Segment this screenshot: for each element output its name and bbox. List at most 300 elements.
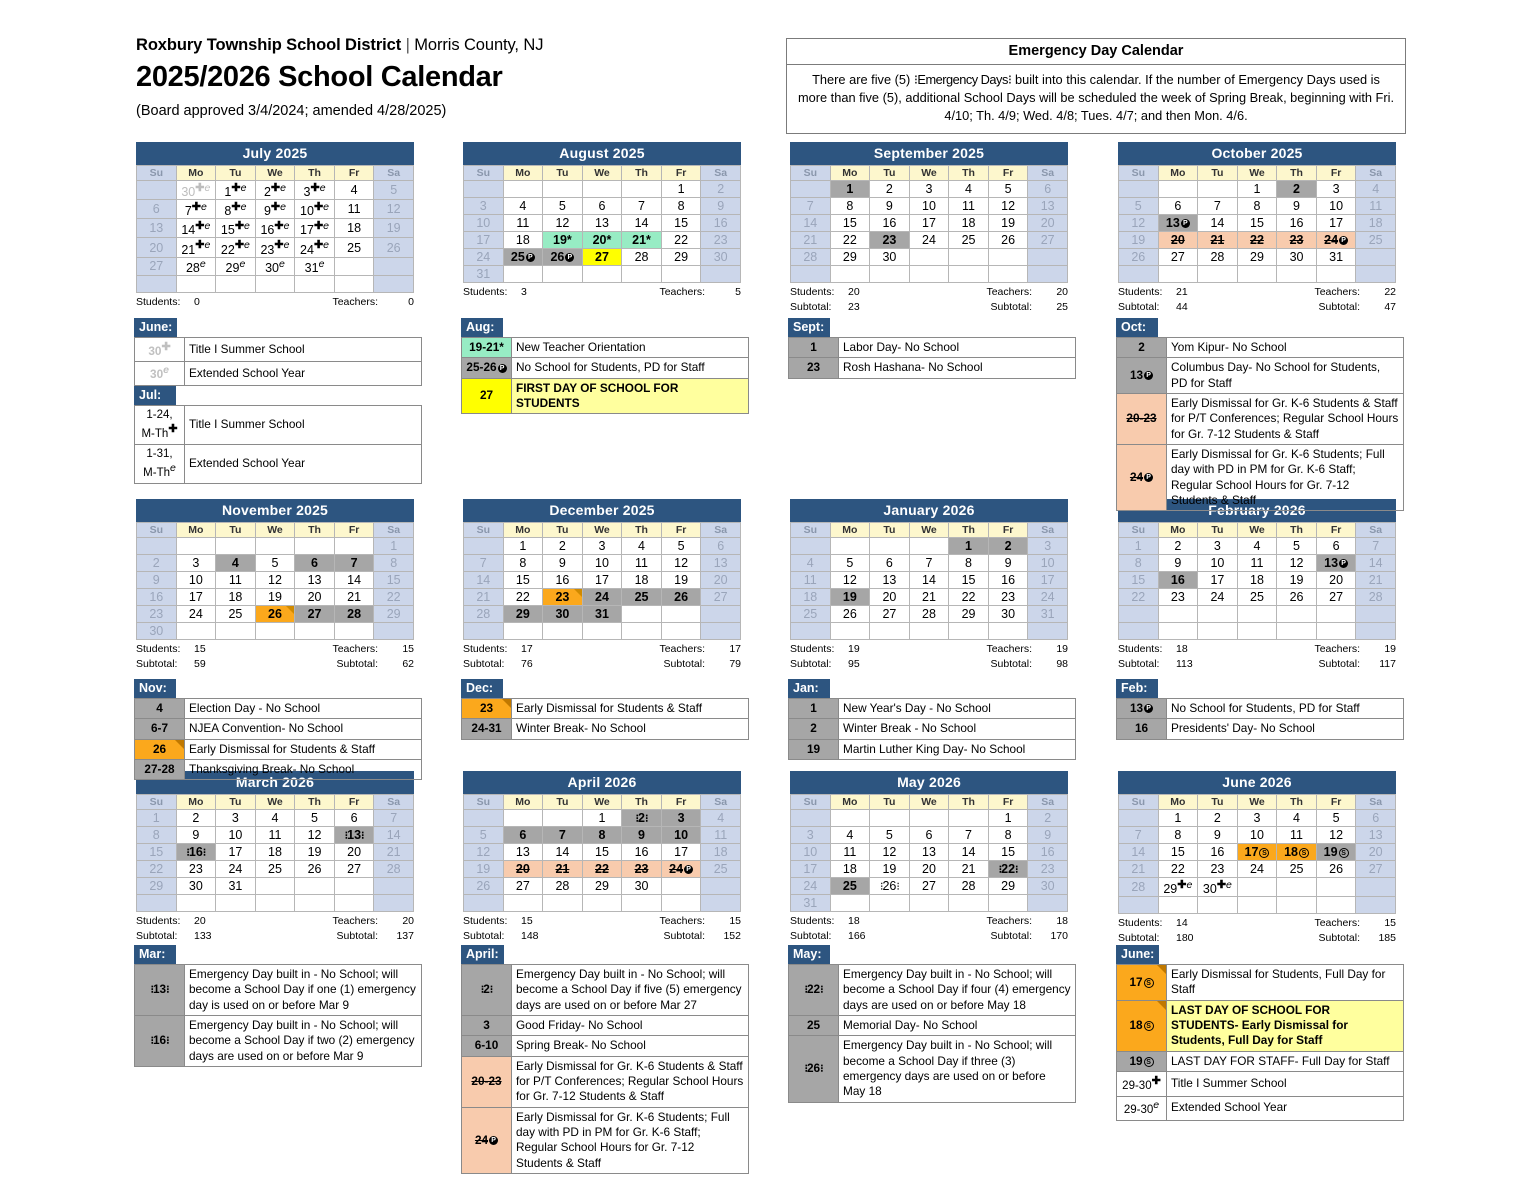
day-cell[interactable]: 18	[701, 844, 741, 861]
day-cell[interactable]	[909, 266, 949, 283]
day-cell[interactable]: 22	[1119, 589, 1159, 606]
day-cell[interactable]: 24	[1237, 861, 1277, 878]
day-cell[interactable]	[701, 623, 741, 640]
day-cell[interactable]: 2	[176, 810, 216, 827]
day-cell[interactable]	[255, 878, 295, 895]
day-cell[interactable]: 25	[1356, 232, 1396, 249]
day-cell[interactable]	[543, 181, 583, 198]
day-cell[interactable]	[503, 895, 543, 912]
day-cell[interactable]: 9	[176, 827, 216, 844]
day-cell[interactable]: 23	[543, 589, 583, 606]
day-cell[interactable]: 2	[701, 181, 741, 198]
day-cell[interactable]	[464, 895, 504, 912]
day-cell[interactable]	[909, 249, 949, 266]
day-cell[interactable]	[334, 878, 374, 895]
day-cell[interactable]	[661, 623, 701, 640]
day-cell[interactable]: 16	[1198, 844, 1238, 861]
day-cell[interactable]: 25	[791, 606, 831, 623]
day-cell[interactable]	[1237, 878, 1277, 897]
day-cell[interactable]: 13 P	[1158, 215, 1198, 232]
day-cell[interactable]: 22	[582, 861, 622, 878]
day-cell[interactable]: 18	[255, 844, 295, 861]
day-cell[interactable]: 4	[949, 181, 989, 198]
day-cell[interactable]: 16	[137, 589, 177, 606]
day-cell[interactable]: 14	[1119, 844, 1159, 861]
day-cell[interactable]: 22	[830, 232, 870, 249]
day-cell[interactable]: 27	[870, 606, 910, 623]
day-cell[interactable]: 31	[582, 606, 622, 623]
day-cell[interactable]: 11	[216, 572, 256, 589]
day-cell[interactable]: 10	[216, 827, 256, 844]
day-cell[interactable]: 12	[830, 572, 870, 589]
day-cell[interactable]: 23	[622, 861, 662, 878]
day-cell[interactable]: 31e	[295, 257, 335, 275]
day-cell[interactable]: 28	[949, 878, 989, 895]
day-cell[interactable]: 28	[543, 878, 583, 895]
day-cell[interactable]: 27	[503, 878, 543, 895]
day-cell[interactable]: 16	[701, 215, 741, 232]
day-cell[interactable]	[1316, 606, 1356, 623]
day-cell[interactable]: 15	[374, 572, 414, 589]
day-cell[interactable]: 8	[988, 827, 1028, 844]
day-cell[interactable]	[255, 538, 295, 555]
day-cell[interactable]: 22✚$^e$	[216, 238, 256, 257]
day-cell[interactable]: 3	[791, 827, 831, 844]
day-cell[interactable]: 28	[622, 249, 662, 266]
day-cell[interactable]	[137, 538, 177, 555]
day-cell[interactable]: 7	[622, 198, 662, 215]
day-cell[interactable]	[1119, 181, 1159, 198]
day-cell[interactable]	[791, 538, 831, 555]
day-cell[interactable]	[701, 606, 741, 623]
day-cell[interactable]: 18	[622, 572, 662, 589]
day-cell[interactable]	[543, 895, 583, 912]
day-cell[interactable]: 18	[503, 232, 543, 249]
day-cell[interactable]: 13	[137, 219, 177, 238]
day-cell[interactable]: 8	[1119, 555, 1159, 572]
day-cell[interactable]	[582, 895, 622, 912]
day-cell[interactable]	[1028, 623, 1068, 640]
day-cell[interactable]: 21	[1119, 861, 1159, 878]
day-cell[interactable]: 17	[1028, 572, 1068, 589]
day-cell[interactable]: 15	[1119, 572, 1159, 589]
day-cell[interactable]: 14	[622, 215, 662, 232]
day-cell[interactable]: 13	[582, 215, 622, 232]
day-cell[interactable]: 17 S	[1237, 844, 1277, 861]
day-cell[interactable]: 3✚$^e$	[295, 181, 335, 200]
day-cell[interactable]: 8	[661, 198, 701, 215]
day-cell[interactable]	[949, 623, 989, 640]
day-cell[interactable]: 4	[334, 181, 374, 200]
day-cell[interactable]: 8	[949, 555, 989, 572]
day-cell[interactable]: 15	[503, 572, 543, 589]
day-cell[interactable]: 29	[830, 249, 870, 266]
day-cell[interactable]: 9	[870, 198, 910, 215]
day-cell[interactable]: 20	[909, 861, 949, 878]
day-cell[interactable]	[1356, 606, 1396, 623]
day-cell[interactable]: 19	[830, 589, 870, 606]
day-cell[interactable]: ⁝16⁝	[176, 844, 216, 861]
day-cell[interactable]: 26	[374, 238, 414, 257]
day-cell[interactable]	[830, 810, 870, 827]
day-cell[interactable]: 30	[1277, 249, 1317, 266]
day-cell[interactable]: 15	[1158, 844, 1198, 861]
day-cell[interactable]: 19	[1119, 232, 1159, 249]
day-cell[interactable]: 28	[464, 606, 504, 623]
day-cell[interactable]: 1	[949, 538, 989, 555]
day-cell[interactable]	[1277, 606, 1317, 623]
day-cell[interactable]	[1277, 897, 1317, 914]
day-cell[interactable]: 4	[1237, 538, 1277, 555]
day-cell[interactable]	[543, 266, 583, 283]
day-cell[interactable]	[622, 623, 662, 640]
day-cell[interactable]	[1028, 895, 1068, 912]
day-cell[interactable]: 20	[870, 589, 910, 606]
day-cell[interactable]: 29	[661, 249, 701, 266]
day-cell[interactable]: 27	[582, 249, 622, 266]
day-cell[interactable]: 19	[374, 219, 414, 238]
day-cell[interactable]	[503, 266, 543, 283]
day-cell[interactable]	[464, 623, 504, 640]
day-cell[interactable]: 21	[464, 589, 504, 606]
day-cell[interactable]	[1158, 266, 1198, 283]
day-cell[interactable]: 8	[503, 555, 543, 572]
day-cell[interactable]: 9	[543, 555, 583, 572]
day-cell[interactable]: 17	[176, 589, 216, 606]
day-cell[interactable]: 3	[661, 810, 701, 827]
day-cell[interactable]: 3	[464, 198, 504, 215]
day-cell[interactable]: 25	[622, 589, 662, 606]
day-cell[interactable]: 29	[503, 606, 543, 623]
day-cell[interactable]: 21	[374, 844, 414, 861]
day-cell[interactable]: 5	[661, 538, 701, 555]
day-cell[interactable]	[543, 810, 583, 827]
day-cell[interactable]	[176, 623, 216, 640]
day-cell[interactable]: 5	[464, 827, 504, 844]
day-cell[interactable]: 17	[909, 215, 949, 232]
day-cell[interactable]: 7	[791, 198, 831, 215]
day-cell[interactable]: 11	[949, 198, 989, 215]
day-cell[interactable]: 7	[1198, 198, 1238, 215]
day-cell[interactable]: 22	[949, 589, 989, 606]
day-cell[interactable]: 3	[1237, 810, 1277, 827]
day-cell[interactable]: 19	[255, 589, 295, 606]
day-cell[interactable]: 22	[661, 232, 701, 249]
day-cell[interactable]: 13	[503, 844, 543, 861]
day-cell[interactable]: 6	[870, 555, 910, 572]
day-cell[interactable]	[1158, 181, 1198, 198]
day-cell[interactable]: 10✚$^e$	[295, 200, 335, 219]
day-cell[interactable]: 18	[791, 589, 831, 606]
day-cell[interactable]: 26	[295, 861, 335, 878]
day-cell[interactable]: 28	[909, 606, 949, 623]
day-cell[interactable]: 25	[701, 861, 741, 878]
day-cell[interactable]	[1356, 266, 1396, 283]
day-cell[interactable]: 1	[830, 181, 870, 198]
day-cell[interactable]	[870, 266, 910, 283]
day-cell[interactable]: 10	[464, 215, 504, 232]
day-cell[interactable]: 6	[137, 200, 177, 219]
day-cell[interactable]: 23	[701, 232, 741, 249]
day-cell[interactable]	[1198, 606, 1238, 623]
day-cell[interactable]: 25	[1277, 861, 1317, 878]
day-cell[interactable]: 23	[870, 232, 910, 249]
day-cell[interactable]: 29e	[216, 257, 256, 275]
day-cell[interactable]	[909, 538, 949, 555]
day-cell[interactable]: 21	[1356, 572, 1396, 589]
day-cell[interactable]: 20	[1356, 844, 1396, 861]
day-cell[interactable]: 21✚$^e$	[176, 238, 216, 257]
day-cell[interactable]	[1316, 623, 1356, 640]
day-cell[interactable]	[1356, 878, 1396, 897]
day-cell[interactable]	[1237, 606, 1277, 623]
day-cell[interactable]	[1198, 266, 1238, 283]
day-cell[interactable]: 24	[582, 589, 622, 606]
day-cell[interactable]: 6	[1356, 810, 1396, 827]
day-cell[interactable]: 21	[949, 861, 989, 878]
day-cell[interactable]: 8	[137, 827, 177, 844]
day-cell[interactable]	[255, 275, 295, 292]
day-cell[interactable]: 24	[909, 232, 949, 249]
day-cell[interactable]	[503, 181, 543, 198]
day-cell[interactable]	[1198, 181, 1238, 198]
day-cell[interactable]	[334, 257, 374, 275]
day-cell[interactable]: 10	[909, 198, 949, 215]
day-cell[interactable]	[622, 895, 662, 912]
day-cell[interactable]: 28	[1356, 589, 1396, 606]
day-cell[interactable]	[374, 623, 414, 640]
day-cell[interactable]: 30✚$^e$	[176, 181, 216, 200]
day-cell[interactable]: 6	[701, 538, 741, 555]
day-cell[interactable]	[176, 895, 216, 912]
day-cell[interactable]	[870, 538, 910, 555]
day-cell[interactable]	[1158, 623, 1198, 640]
day-cell[interactable]: 24	[216, 861, 256, 878]
day-cell[interactable]	[791, 623, 831, 640]
day-cell[interactable]: 30	[1028, 878, 1068, 895]
day-cell[interactable]: 15	[949, 572, 989, 589]
day-cell[interactable]: 7	[1119, 827, 1159, 844]
day-cell[interactable]	[1356, 623, 1396, 640]
day-cell[interactable]: 21*	[622, 232, 662, 249]
day-cell[interactable]: 27	[909, 878, 949, 895]
day-cell[interactable]	[1198, 623, 1238, 640]
day-cell[interactable]	[216, 538, 256, 555]
day-cell[interactable]: 20	[1028, 215, 1068, 232]
day-cell[interactable]: 30	[176, 878, 216, 895]
day-cell[interactable]: 6	[582, 198, 622, 215]
day-cell[interactable]	[582, 181, 622, 198]
day-cell[interactable]: 14	[1356, 555, 1396, 572]
day-cell[interactable]: 28	[791, 249, 831, 266]
day-cell[interactable]: 22	[1237, 232, 1277, 249]
day-cell[interactable]: 10	[791, 844, 831, 861]
day-cell[interactable]: 21	[1198, 232, 1238, 249]
day-cell[interactable]: 4	[622, 538, 662, 555]
day-cell[interactable]	[661, 606, 701, 623]
day-cell[interactable]	[137, 895, 177, 912]
day-cell[interactable]	[1119, 266, 1159, 283]
day-cell[interactable]	[255, 623, 295, 640]
day-cell[interactable]	[622, 181, 662, 198]
day-cell[interactable]: 24	[1028, 589, 1068, 606]
day-cell[interactable]: 10	[1028, 555, 1068, 572]
day-cell[interactable]: 24✚$^e$	[295, 238, 335, 257]
day-cell[interactable]: 29	[949, 606, 989, 623]
day-cell[interactable]: 16	[1158, 572, 1198, 589]
day-cell[interactable]: 2	[137, 555, 177, 572]
day-cell[interactable]: 29	[137, 878, 177, 895]
day-cell[interactable]: 5	[870, 827, 910, 844]
day-cell[interactable]	[1316, 897, 1356, 914]
day-cell[interactable]: 16	[1028, 844, 1068, 861]
day-cell[interactable]: 18	[949, 215, 989, 232]
day-cell[interactable]: 11	[1277, 827, 1317, 844]
day-cell[interactable]: 12	[295, 827, 335, 844]
day-cell[interactable]: 20	[334, 844, 374, 861]
day-cell[interactable]: 12	[374, 200, 414, 219]
day-cell[interactable]: 5	[1277, 538, 1317, 555]
day-cell[interactable]: 3	[176, 555, 216, 572]
day-cell[interactable]	[949, 810, 989, 827]
day-cell[interactable]: 26	[830, 606, 870, 623]
day-cell[interactable]: 30	[543, 606, 583, 623]
day-cell[interactable]: 19	[1277, 572, 1317, 589]
day-cell[interactable]: 3	[909, 181, 949, 198]
day-cell[interactable]: 13	[1028, 198, 1068, 215]
day-cell[interactable]: 2	[1028, 810, 1068, 827]
day-cell[interactable]: 12	[870, 844, 910, 861]
day-cell[interactable]: 11	[701, 827, 741, 844]
day-cell[interactable]: 15	[661, 215, 701, 232]
day-cell[interactable]: 2	[870, 181, 910, 198]
day-cell[interactable]: 7	[909, 555, 949, 572]
day-cell[interactable]	[137, 181, 177, 200]
day-cell[interactable]: 19	[661, 572, 701, 589]
day-cell[interactable]: 16✚$^e$	[255, 219, 295, 238]
day-cell[interactable]: 13	[1356, 827, 1396, 844]
day-cell[interactable]	[503, 810, 543, 827]
day-cell[interactable]	[791, 181, 831, 198]
day-cell[interactable]: 2	[1158, 538, 1198, 555]
day-cell[interactable]: 1	[1119, 538, 1159, 555]
day-cell[interactable]	[988, 266, 1028, 283]
day-cell[interactable]: 8	[1237, 198, 1277, 215]
day-cell[interactable]: 2	[988, 538, 1028, 555]
day-cell[interactable]: 30	[622, 878, 662, 895]
day-cell[interactable]: 24	[791, 878, 831, 895]
day-cell[interactable]: 21	[543, 861, 583, 878]
day-cell[interactable]: 9	[1198, 827, 1238, 844]
day-cell[interactable]	[661, 895, 701, 912]
day-cell[interactable]: 4	[830, 827, 870, 844]
day-cell[interactable]: 25	[1237, 589, 1277, 606]
day-cell[interactable]: 10	[176, 572, 216, 589]
day-cell[interactable]	[374, 878, 414, 895]
day-cell[interactable]: 2	[1277, 181, 1317, 198]
day-cell[interactable]: 26	[464, 878, 504, 895]
day-cell[interactable]: 6	[334, 810, 374, 827]
day-cell[interactable]: 30e	[255, 257, 295, 275]
day-cell[interactable]	[949, 895, 989, 912]
day-cell[interactable]: 16	[622, 844, 662, 861]
day-cell[interactable]: 9✚$^e$	[255, 200, 295, 219]
day-cell[interactable]: ⁝13⁝	[334, 827, 374, 844]
day-cell[interactable]	[334, 895, 374, 912]
day-cell[interactable]: 10	[582, 555, 622, 572]
day-cell[interactable]	[1119, 606, 1159, 623]
day-cell[interactable]: 14	[791, 215, 831, 232]
day-cell[interactable]: 20	[137, 238, 177, 257]
day-cell[interactable]: 18 S	[1277, 844, 1317, 861]
day-cell[interactable]: 20	[1316, 572, 1356, 589]
day-cell[interactable]	[295, 538, 335, 555]
day-cell[interactable]: 22	[374, 589, 414, 606]
day-cell[interactable]	[295, 275, 335, 292]
day-cell[interactable]: 14✚$^e$	[176, 219, 216, 238]
day-cell[interactable]: 1✚$^e$	[216, 181, 256, 200]
day-cell[interactable]: 12	[1277, 555, 1317, 572]
day-cell[interactable]: 12	[543, 215, 583, 232]
day-cell[interactable]: 30	[701, 249, 741, 266]
day-cell[interactable]: 20*	[582, 232, 622, 249]
day-cell[interactable]: 9	[1028, 827, 1068, 844]
day-cell[interactable]: 7	[374, 810, 414, 827]
day-cell[interactable]: 20	[701, 572, 741, 589]
day-cell[interactable]: 9	[137, 572, 177, 589]
day-cell[interactable]: 12	[1119, 215, 1159, 232]
day-cell[interactable]	[543, 623, 583, 640]
day-cell[interactable]: 13	[701, 555, 741, 572]
day-cell[interactable]: 24 P	[661, 861, 701, 878]
day-cell[interactable]: 24	[176, 606, 216, 623]
day-cell[interactable]: 13	[295, 572, 335, 589]
day-cell[interactable]	[1028, 249, 1068, 266]
day-cell[interactable]: 19 S	[1316, 844, 1356, 861]
day-cell[interactable]: 14	[543, 844, 583, 861]
day-cell[interactable]: 28	[1198, 249, 1238, 266]
day-cell[interactable]: 2✚$^e$	[255, 181, 295, 200]
day-cell[interactable]	[870, 810, 910, 827]
day-cell[interactable]	[1158, 606, 1198, 623]
day-cell[interactable]: 4	[216, 555, 256, 572]
day-cell[interactable]: 13	[909, 844, 949, 861]
day-cell[interactable]: 4	[1356, 181, 1396, 198]
day-cell[interactable]: 17	[1198, 572, 1238, 589]
day-cell[interactable]	[295, 623, 335, 640]
day-cell[interactable]	[1198, 897, 1238, 914]
day-cell[interactable]: 3	[216, 810, 256, 827]
day-cell[interactable]: 17	[661, 844, 701, 861]
day-cell[interactable]	[1277, 623, 1317, 640]
day-cell[interactable]: 11	[334, 200, 374, 219]
day-cell[interactable]: 20	[295, 589, 335, 606]
day-cell[interactable]: 11	[830, 844, 870, 861]
day-cell[interactable]: 11	[503, 215, 543, 232]
day-cell[interactable]: 7	[1356, 538, 1396, 555]
day-cell[interactable]: ⁝22⁝	[988, 861, 1028, 878]
day-cell[interactable]: 8	[1158, 827, 1198, 844]
day-cell[interactable]: 15	[988, 844, 1028, 861]
day-cell[interactable]: 5	[374, 181, 414, 200]
day-cell[interactable]: 18	[830, 861, 870, 878]
day-cell[interactable]: 18	[216, 589, 256, 606]
day-cell[interactable]: 14	[374, 827, 414, 844]
day-cell[interactable]: 28	[374, 861, 414, 878]
day-cell[interactable]: 6	[503, 827, 543, 844]
day-cell[interactable]	[1119, 623, 1159, 640]
day-cell[interactable]: 14	[1198, 215, 1238, 232]
